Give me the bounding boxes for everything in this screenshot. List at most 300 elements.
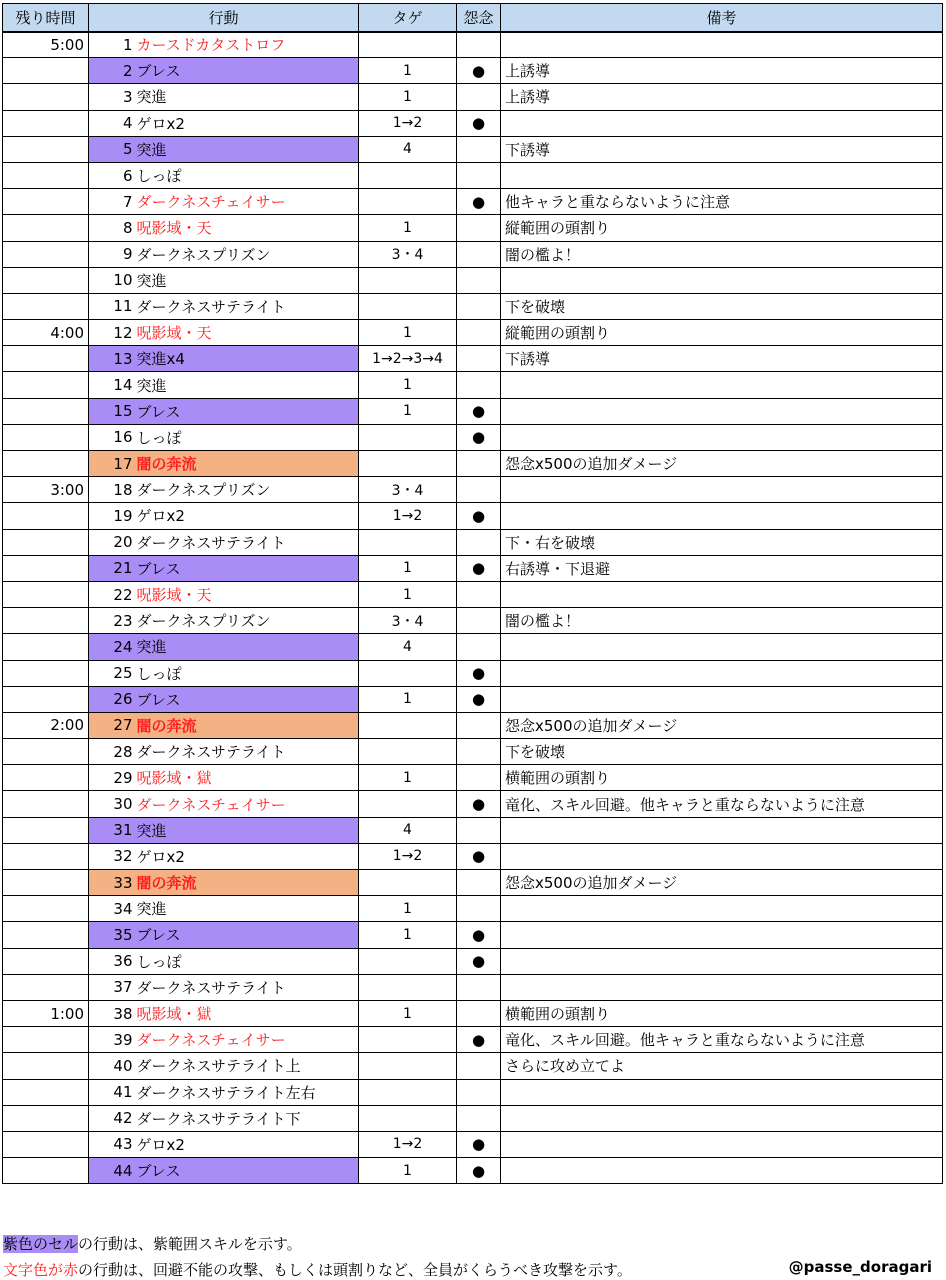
step-number-cell: 26 [89,686,135,712]
time-cell [3,581,89,607]
action-cell: 突進 [135,896,359,922]
action-cell: ダークネスチェイサー [135,791,359,817]
step-number-cell: 31 [89,817,135,843]
target-cell: 3・4 [359,241,457,267]
step-number-cell: 8 [89,215,135,241]
resentment-cell: ● [457,791,501,817]
table-row [3,974,943,1000]
table-row [3,32,943,58]
resentment-cell [457,372,501,398]
note-cell: さらに攻め立てよ [501,1053,943,1079]
table-row [3,660,943,686]
time-cell [3,974,89,1000]
table-row [3,922,943,948]
resentment-cell [457,136,501,162]
note-cell: 縦範囲の頭割り [501,320,943,346]
step-number-cell: 4 [89,110,135,136]
resentment-cell [457,320,501,346]
header-note: 備考 [501,4,943,32]
action-cell: 突進x4 [135,346,359,372]
resentment-cell [457,32,501,58]
time-cell [3,817,89,843]
time-cell [3,293,89,319]
note-cell [501,424,943,450]
target-cell [359,712,457,738]
action-cell: ダークネスチェイサー [135,189,359,215]
action-cell: ダークネスプリズン [135,477,359,503]
note-cell [501,686,943,712]
note-cell: 下を破壊 [501,293,943,319]
action-cell: しっぽ [135,948,359,974]
time-cell [3,372,89,398]
step-number-cell: 39 [89,1027,135,1053]
step-number-cell: 11 [89,293,135,319]
resentment-cell [457,817,501,843]
table-row [3,424,943,450]
target-cell [359,1079,457,1105]
action-cell: ダークネスサテライト [135,739,359,765]
resentment-cell [457,1105,501,1131]
step-number-cell: 27 [89,712,135,738]
table-row [3,843,943,869]
resentment-cell [457,712,501,738]
action-cell: 突進 [135,634,359,660]
target-cell [359,1105,457,1131]
target-cell [359,660,457,686]
resentment-cell: ● [457,660,501,686]
action-cell: ダークネスプリズン [135,241,359,267]
target-cell: 1 [359,398,457,424]
target-cell: 1 [359,896,457,922]
note-cell [501,843,943,869]
target-cell: 3・4 [359,477,457,503]
note-cell [501,581,943,607]
note-cell [501,974,943,1000]
note-cell [501,1131,943,1157]
step-number-cell: 36 [89,948,135,974]
time-cell [3,529,89,555]
action-cell: ブレス [135,686,359,712]
table-row [3,110,943,136]
target-cell: 4 [359,136,457,162]
resentment-cell: ● [457,922,501,948]
time-cell [3,634,89,660]
step-number-cell: 34 [89,896,135,922]
time-cell [3,215,89,241]
resentment-cell [457,581,501,607]
time-cell [3,110,89,136]
step-number-cell: 35 [89,922,135,948]
note-cell [501,817,943,843]
action-cell: 呪影域・天 [135,581,359,607]
action-cell: ゲロx2 [135,1131,359,1157]
target-cell [359,870,457,896]
note-cell [501,634,943,660]
resentment-cell [457,215,501,241]
time-cell [3,1027,89,1053]
resentment-cell [457,739,501,765]
legend-purple-text: の行動は、紫範囲スキルを示す。 [78,1235,302,1253]
header-tag: タゲ [359,4,457,32]
table-row [3,372,943,398]
table-row [3,58,943,84]
step-number-cell: 5 [89,136,135,162]
target-cell: 1 [359,1158,457,1184]
resentment-cell: ● [457,1027,501,1053]
target-cell [359,529,457,555]
action-cell: しっぽ [135,660,359,686]
note-cell: 怨念x500の追加ダメージ [501,712,943,738]
step-number-cell: 7 [89,189,135,215]
note-cell [501,398,943,424]
note-cell [501,372,943,398]
target-cell [359,739,457,765]
legend-red-highlight: 文字色が赤 [3,1261,79,1279]
header-time: 残り時間 [3,4,89,32]
header-action: 行動 [89,4,359,32]
step-number-cell: 14 [89,372,135,398]
note-cell [501,1105,943,1131]
time-cell [3,948,89,974]
table-row [3,739,943,765]
step-number-cell: 12 [89,320,135,346]
target-cell: 4 [359,634,457,660]
table-row [3,162,943,188]
resentment-cell: ● [457,948,501,974]
target-cell: 1 [359,581,457,607]
step-number-cell: 23 [89,608,135,634]
step-number-cell: 44 [89,1158,135,1184]
action-cell: ダークネスサテライト下 [135,1105,359,1131]
step-number-cell: 10 [89,267,135,293]
time-cell [3,136,89,162]
time-cell [3,739,89,765]
note-cell: 下を破壊 [501,739,943,765]
step-number-cell: 24 [89,634,135,660]
note-cell: 縦範囲の頭割り [501,215,943,241]
step-number-cell: 2 [89,58,135,84]
note-cell: 横範囲の頭割り [501,1000,943,1026]
time-cell [3,189,89,215]
time-cell [3,267,89,293]
target-cell [359,1053,457,1079]
target-cell: 4 [359,817,457,843]
target-cell [359,424,457,450]
note-cell: 怨念x500の追加ダメージ [501,451,943,477]
step-number-cell: 40 [89,1053,135,1079]
action-cell: 突進 [135,84,359,110]
time-cell [3,1053,89,1079]
target-cell: 1→2 [359,843,457,869]
table-row [3,948,943,974]
time-cell [3,896,89,922]
timeline-body [3,32,943,1184]
target-cell: 1 [359,922,457,948]
table-row [3,555,943,581]
action-cell: 闇の奔流 [135,451,359,477]
target-cell: 1 [359,215,457,241]
table-row [3,241,943,267]
time-cell [3,1105,89,1131]
time-cell [3,162,89,188]
time-cell [3,870,89,896]
table-row [3,529,943,555]
step-number-cell: 22 [89,581,135,607]
note-cell [501,896,943,922]
action-cell: 突進 [135,267,359,293]
action-cell: 闇の奔流 [135,870,359,896]
step-number-cell: 32 [89,843,135,869]
resentment-cell: ● [457,1131,501,1157]
target-cell: 1 [359,372,457,398]
table-row [3,84,943,110]
table-row [3,634,943,660]
action-cell: 呪影域・獄 [135,765,359,791]
step-number-cell: 33 [89,870,135,896]
note-cell [501,1079,943,1105]
action-cell: 呪影域・獄 [135,1000,359,1026]
note-cell [501,503,943,529]
action-cell: 突進 [135,817,359,843]
table-row [3,896,943,922]
resentment-cell [457,267,501,293]
time-cell [3,843,89,869]
action-cell: ブレス [135,555,359,581]
resentment-cell: ● [457,686,501,712]
time-cell [3,84,89,110]
action-cell: ダークネスサテライト [135,974,359,1000]
target-cell: 1→2 [359,503,457,529]
target-cell [359,948,457,974]
note-cell [501,162,943,188]
note-cell [501,267,943,293]
note-cell: 他キャラと重ならないように注意 [501,189,943,215]
author-credit: @passe_doragari [788,1258,932,1276]
target-cell: 1→2 [359,1131,457,1157]
note-cell [501,1158,943,1184]
step-number-cell: 30 [89,791,135,817]
time-cell: 1:00 [3,1000,89,1026]
table-row [3,1079,943,1105]
table-row [3,503,943,529]
target-cell [359,974,457,1000]
step-number-cell: 37 [89,974,135,1000]
resentment-cell [457,1053,501,1079]
time-cell [3,555,89,581]
note-cell: 闇の檻よ！ [501,608,943,634]
time-cell [3,398,89,424]
step-number-cell: 28 [89,739,135,765]
step-number-cell: 43 [89,1131,135,1157]
action-cell: ブレス [135,1158,359,1184]
target-cell: 1 [359,58,457,84]
time-cell: 2:00 [3,712,89,738]
note-cell: 右誘導・下退避 [501,555,943,581]
action-cell: ゲロx2 [135,503,359,529]
table-row [3,686,943,712]
step-number-cell: 16 [89,424,135,450]
note-cell [501,660,943,686]
table-row [3,1000,943,1026]
action-cell: ダークネスサテライト [135,293,359,319]
step-number-cell: 29 [89,765,135,791]
action-cell: カースドカタストロフ [135,32,359,58]
note-cell: 竜化、スキル回避。他キャラと重ならないように注意 [501,791,943,817]
step-number-cell: 41 [89,1079,135,1105]
action-cell: ダークネスチェイサー [135,1027,359,1053]
target-cell [359,451,457,477]
resentment-cell [457,451,501,477]
time-cell [3,424,89,450]
table-row [3,1027,943,1053]
resentment-cell [457,84,501,110]
time-cell [3,346,89,372]
action-cell: 突進 [135,372,359,398]
resentment-cell: ● [457,110,501,136]
target-cell: 3・4 [359,608,457,634]
note-cell [501,477,943,503]
action-cell: ゲロx2 [135,843,359,869]
step-number-cell: 15 [89,398,135,424]
note-cell: 横範囲の頭割り [501,765,943,791]
time-cell [3,58,89,84]
note-cell: 怨念x500の追加ダメージ [501,870,943,896]
resentment-cell [457,346,501,372]
target-cell: 1→2→3→4 [359,346,457,372]
resentment-cell [457,241,501,267]
time-cell: 4:00 [3,320,89,346]
resentment-cell: ● [457,189,501,215]
table-row [3,451,943,477]
table-row [3,1105,943,1131]
time-cell [3,1131,89,1157]
target-cell [359,162,457,188]
table-row [3,1053,943,1079]
note-cell: 上誘導 [501,84,943,110]
resentment-cell [457,608,501,634]
resentment-cell [457,870,501,896]
table-row [3,267,943,293]
action-cell: しっぽ [135,424,359,450]
time-cell [3,241,89,267]
target-cell: 1 [359,555,457,581]
resentment-cell: ● [457,58,501,84]
target-cell [359,32,457,58]
time-cell [3,1079,89,1105]
time-cell [3,791,89,817]
note-cell [501,32,943,58]
action-cell: 突進 [135,136,359,162]
note-cell: 闇の檻よ！ [501,241,943,267]
table-row [3,870,943,896]
time-cell [3,686,89,712]
target-cell [359,189,457,215]
target-cell [359,791,457,817]
action-cell: ゲロx2 [135,110,359,136]
legend-red-text: の行動は、回避不能の攻撃、もしくは頭割りなど、全員がくらうべき攻撃を示す。 [78,1261,632,1279]
note-cell: 上誘導 [501,58,943,84]
time-cell [3,451,89,477]
action-cell: しっぽ [135,162,359,188]
step-number-cell: 19 [89,503,135,529]
time-cell [3,608,89,634]
table-row [3,136,943,162]
time-cell: 5:00 [3,32,89,58]
target-cell: 1 [359,765,457,791]
table-row [3,608,943,634]
resentment-cell: ● [457,398,501,424]
resentment-cell: ● [457,1158,501,1184]
step-number-cell: 20 [89,529,135,555]
target-cell: 1 [359,320,457,346]
target-cell [359,1027,457,1053]
step-number-cell: 38 [89,1000,135,1026]
table-row [3,477,943,503]
action-cell: ブレス [135,58,359,84]
legend-red [3,1259,632,1280]
table-row [3,293,943,319]
resentment-cell [457,634,501,660]
time-cell [3,922,89,948]
table-row [3,215,943,241]
action-cell: 闇の奔流 [135,712,359,738]
resentment-cell: ● [457,424,501,450]
resentment-cell [457,162,501,188]
table-row [3,398,943,424]
table-row [3,712,943,738]
action-cell: ブレス [135,922,359,948]
step-number-cell: 25 [89,660,135,686]
step-number-cell: 13 [89,346,135,372]
timeline-table [2,3,943,1184]
action-cell: ダークネスサテライト上 [135,1053,359,1079]
resentment-cell [457,477,501,503]
step-number-cell: 21 [89,555,135,581]
step-number-cell: 9 [89,241,135,267]
resentment-cell [457,765,501,791]
step-number-cell: 1 [89,32,135,58]
legend-purple [3,1233,302,1254]
action-cell: ダークネスサテライト [135,529,359,555]
target-cell: 1 [359,1000,457,1026]
target-cell: 1→2 [359,110,457,136]
note-cell [501,110,943,136]
note-cell: 竜化、スキル回避。他キャラと重ならないように注意 [501,1027,943,1053]
time-cell [3,503,89,529]
time-cell [3,1158,89,1184]
action-cell: 呪影域・天 [135,320,359,346]
table-row [3,1158,943,1184]
action-cell: 呪影域・天 [135,215,359,241]
resentment-cell [457,529,501,555]
target-cell [359,293,457,319]
step-number-cell: 42 [89,1105,135,1131]
header-resentment: 怨念 [457,4,501,32]
table-row [3,791,943,817]
header-row [3,4,943,32]
action-cell: ダークネスプリズン [135,608,359,634]
time-cell: 3:00 [3,477,89,503]
resentment-cell: ● [457,503,501,529]
step-number-cell: 3 [89,84,135,110]
table-row [3,320,943,346]
note-cell: 下誘導 [501,136,943,162]
action-cell: ダークネスサテライト左右 [135,1079,359,1105]
note-cell: 下誘導 [501,346,943,372]
step-number-cell: 6 [89,162,135,188]
step-number-cell: 18 [89,477,135,503]
legend-purple-highlight: 紫色のセル [3,1235,79,1253]
